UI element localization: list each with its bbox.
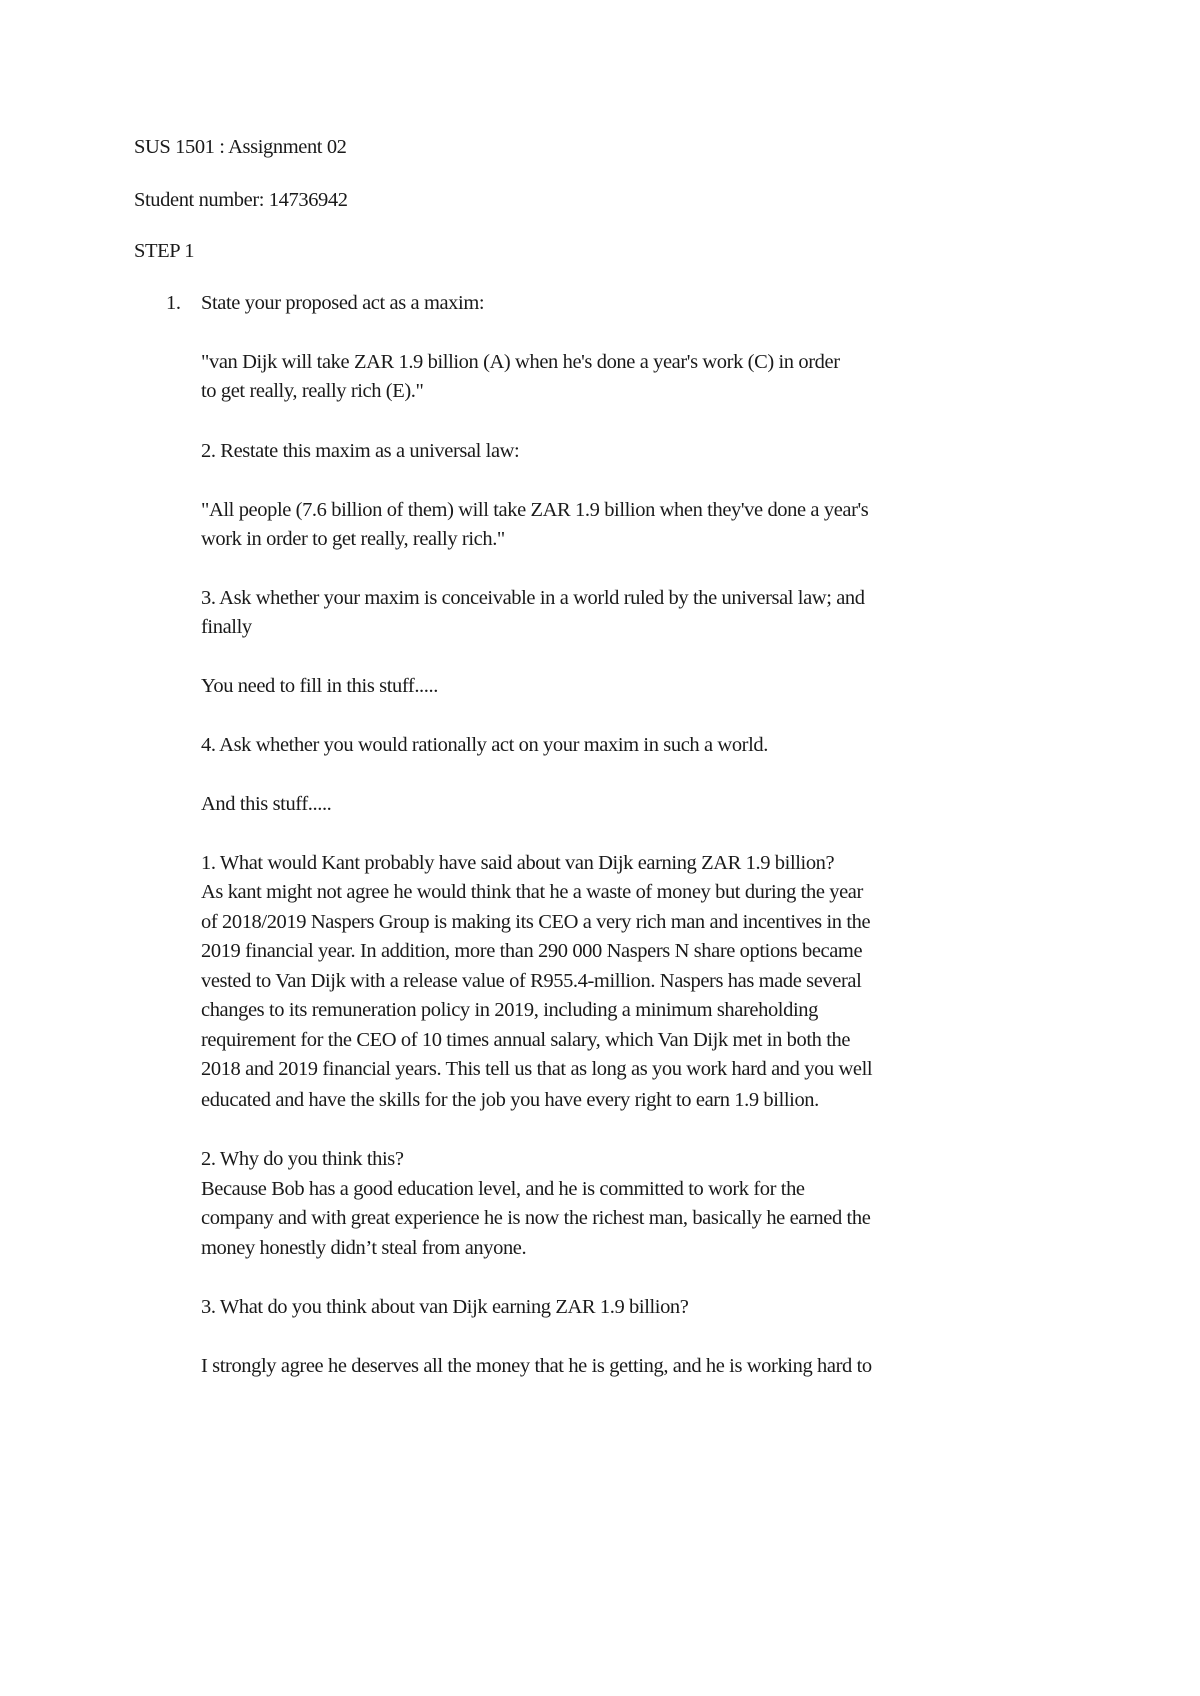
answer-1-line: As kant might not agree he would think that he a waste of money but during the year [201, 881, 863, 903]
question-2: 2. Why do you think this? [201, 1148, 404, 1170]
step3-label: finally [201, 616, 252, 638]
answer-2-line: company and with great experience he is now the richest man, basically he earned the [201, 1207, 871, 1229]
law-quote-line: "All people (7.6 billion of them) will take ZAR 1.9 billion when they've done a year's [201, 499, 869, 521]
step2-label: 2. Restate this maxim as a universal law: [201, 440, 520, 462]
answer-1-line: vested to Van Dijk with a release value of R955.4-million. Naspers has made several [201, 970, 862, 992]
step1-label: State your proposed act as a maxim: [201, 292, 485, 314]
answer-2-line: Because Bob has a good education level, and he is committed to work for the [201, 1178, 805, 1200]
step-heading: STEP 1 [134, 240, 195, 262]
step4-note: And this stuff..... [201, 793, 332, 815]
document-title: SUS 1501 : Assignment 02 [134, 136, 347, 158]
question-3: 3. What do you think about van Dijk earning ZAR 1.9 billion? [201, 1296, 689, 1318]
law-quote-line: work in order to get really, really rich." [201, 528, 505, 550]
answer-1-line: 2018 and 2019 financial years. This tell us that as long as you work hard and you well [201, 1058, 873, 1080]
answer-1-line: educated and have the skills for the job you have every right to earn 1.9 billion. [201, 1089, 819, 1111]
step4-label: 4. Ask whether you would rationally act on your maxim in such a world. [201, 734, 768, 756]
list-number: 1. [166, 292, 181, 314]
answer-2-line: money honestly didn’t steal from anyone. [201, 1237, 527, 1259]
maxim-quote-line: "van Dijk will take ZAR 1.9 billion (A) when he's done a year's work (C) in order [201, 351, 840, 373]
answer-1-line: requirement for the CEO of 10 times annual salary, which Van Dijk met in both the [201, 1029, 851, 1051]
step3-note: You need to fill in this stuff..... [201, 675, 438, 697]
question-1: 1. What would Kant probably have said about van Dijk earning ZAR 1.9 billion? [201, 852, 835, 874]
student-number: Student number: 14736942 [134, 189, 348, 211]
answer-1-line: 2019 financial year. In addition, more than 290 000 Naspers N share options became [201, 940, 863, 962]
answer-1-line: changes to its remuneration policy in 2019, including a minimum shareholding [201, 999, 818, 1021]
answer-3-line: I strongly agree he deserves all the money that he is getting, and he is working hard to [201, 1355, 872, 1377]
answer-1-line: of 2018/2019 Naspers Group is making its CEO a very rich man and incentives in the [201, 911, 871, 933]
step3-label: 3. Ask whether your maxim is conceivable in a world ruled by the universal law; and [201, 587, 865, 609]
maxim-quote-line: to get really, really rich (E)." [201, 380, 424, 402]
